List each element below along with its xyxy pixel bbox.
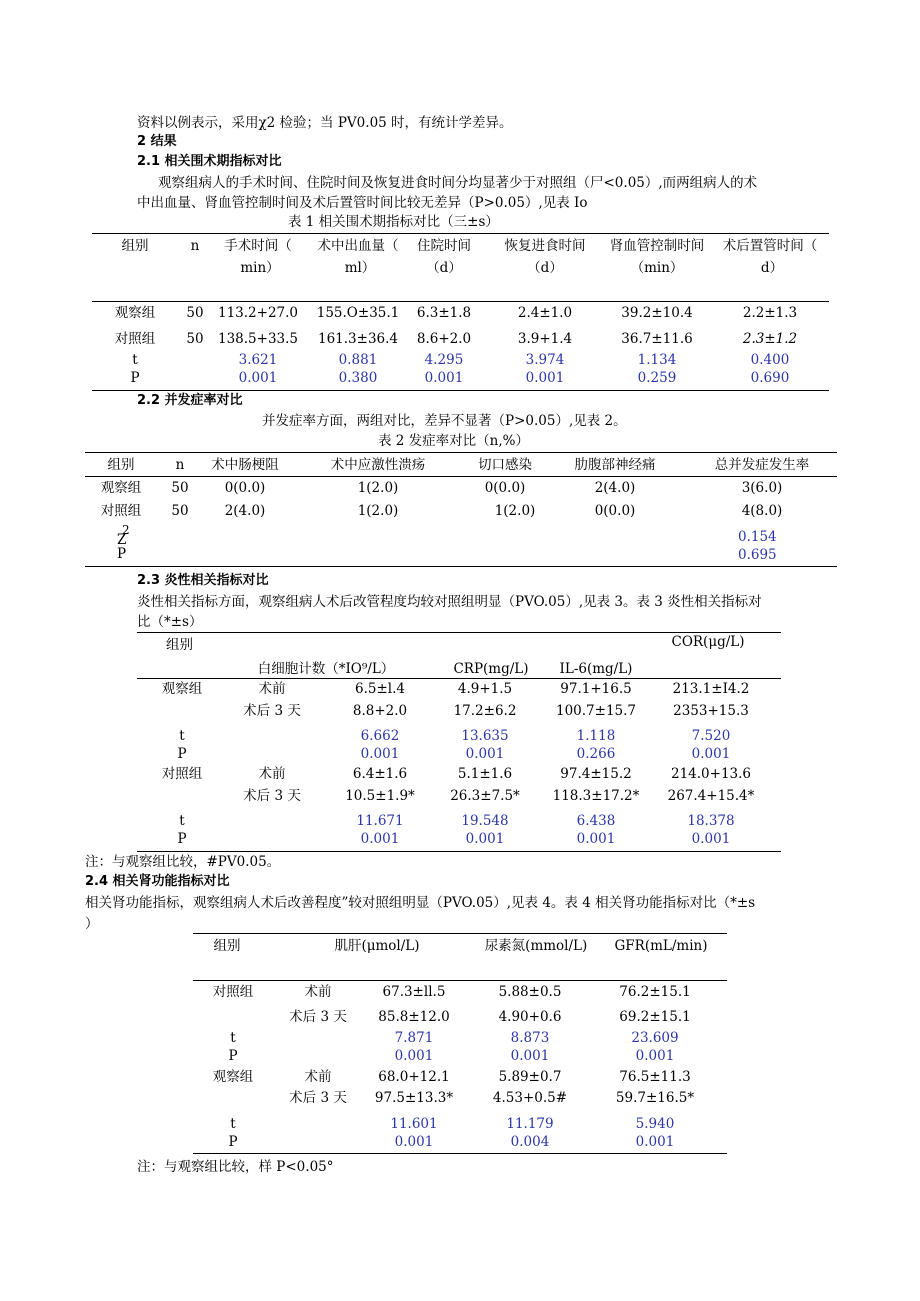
t2-cell: 3(6.0) [741, 480, 783, 496]
t1-stat-cell: t [132, 352, 138, 368]
t4-stat-cell: 5.940 [635, 1116, 675, 1132]
paragraph-2-3-line2: 比（*±s） [137, 614, 203, 630]
table2-p-value: 0.695 [738, 547, 777, 563]
paragraph-2-2: 并发症率方面，两组对比，差异不显著（P>0.05）,见表 2。 [262, 413, 627, 429]
t3-header: CRP(mg/L) [453, 661, 529, 677]
t4-cell: 术前 [304, 1069, 332, 1085]
t3-cell: 118.3±17.2* [552, 788, 640, 804]
table4-note: 注：与观察组比较，样 P<0.05° [137, 1159, 334, 1175]
t3-cell: 267.4+15.4* [667, 788, 755, 804]
table1-top-rule [92, 233, 829, 234]
t3-cell: 214.0+13.6 [670, 766, 752, 782]
t1-stat-cell: 0.690 [750, 370, 790, 386]
t2-cell: 1(2.0) [357, 503, 399, 519]
t2-cell: 2(4.0) [594, 480, 636, 496]
t4-cell: 76.5±11.3 [619, 1069, 691, 1085]
t3-cell: 26.3±7.5* [450, 788, 520, 804]
t3-cell: 6.5±l.4 [355, 681, 405, 697]
t3-cell: 对照组 [161, 766, 203, 782]
paragraph-2-4-line1: 相关肾功能指标，观察组病人术后改善程度”较对照组明显（PVO.05）,见表 4。表 4 相关肾功能指标对比（*±s [85, 895, 756, 911]
table4-header-rule [193, 980, 727, 981]
section-heading-2-3: 2.3 炎性相关指标对比 [137, 573, 269, 588]
t3-cell: 97.4±15.2 [560, 766, 632, 782]
t1-header-unit: min） [240, 260, 280, 276]
t3-cell: 术后 3 天 [243, 788, 301, 804]
t3-cell: 6.4±1.6 [352, 766, 408, 782]
t2-header: 肋腹部神经痛 [574, 457, 656, 473]
section-heading-2-2: 2.2 并发症率对比 [137, 393, 243, 408]
table2-p-label: P [117, 546, 127, 562]
table1-caption: 表 1 相关围术期指标对比（三±s） [288, 214, 499, 230]
t4-cell: 85.8±12.0 [378, 1009, 450, 1025]
t4-cell: 术后 3 天 [289, 1009, 347, 1025]
t4-header: GFR(mL/min) [614, 938, 708, 954]
t1-header: 组别 [121, 238, 149, 254]
t3-cell: 4.9+1.5 [457, 681, 513, 697]
t1-header: n [190, 238, 200, 254]
t1-header-unit: d） [760, 260, 784, 276]
t3-cell: 100.7±15.7 [555, 703, 637, 719]
t1-cell: 对照组 [114, 331, 156, 347]
t4-cell: 5.89±0.7 [498, 1069, 562, 1085]
t3-stat-cell: 0.001 [360, 746, 400, 762]
table2-chi-sup: 2 [122, 523, 130, 537]
t1-header: 恢复进食时间 [504, 238, 586, 254]
t2-cell: 观察组 [100, 480, 142, 496]
intro-text: 资料以例表示，采用χ2 检验；当 PV0.05 时，有统计学差异。 [137, 115, 513, 131]
paragraph-2-1-line1: 观察组病人的手术时间、住院时间及恢复进食时间分均显著少于对照组（尸<0.05）,而两组病人的术 [158, 175, 758, 191]
t3-stat-cell: 19.548 [461, 813, 509, 829]
t4-cell: 97.5±13.3* [374, 1090, 454, 1106]
t3-header: COR(μg/L) [671, 634, 745, 650]
t1-header-unit: （min） [630, 260, 684, 276]
t1-stat-cell: 0.001 [525, 370, 565, 386]
t4-stat-cell: 8.873 [510, 1030, 550, 1046]
t3-stat-cell: 0.001 [465, 831, 505, 847]
t3-stat-cell: 18.378 [687, 813, 735, 829]
t3-stat-cell: 7.520 [691, 728, 731, 744]
t4-cell: 4.53+0.5# [492, 1090, 568, 1106]
t3-stat-cell: 0.266 [576, 746, 616, 762]
t3-cell: 17.2±6.2 [453, 703, 517, 719]
table3-note: 注：与观察组比较，#PV0.05。 [85, 854, 281, 870]
t4-cell: 4.90+0.6 [498, 1009, 562, 1025]
t3-cell: 术前 [258, 766, 286, 782]
t3-stat-cell: P [177, 831, 187, 847]
t3-header: IL-6(mg/L) [559, 661, 633, 677]
t3-stat-cell: 6.662 [360, 728, 400, 744]
paragraph-2-1-line2: 中出血量、肾血管控制时间及术后置管时间比较无差异（P>0.05）,见表 Io [137, 195, 588, 211]
t2-cell: 4(8.0) [741, 503, 783, 519]
t3-cell: 97.1+16.5 [560, 681, 632, 697]
t4-stat-cell: 0.001 [510, 1048, 550, 1064]
t2-header: 切口感染 [478, 457, 532, 473]
t4-cell: 69.2±15.1 [619, 1009, 691, 1025]
t3-stat-cell: 1.118 [576, 728, 616, 744]
t4-stat-cell: 0.001 [394, 1048, 434, 1064]
t3-stat-cell: 6.438 [576, 813, 616, 829]
table3-bottom-rule [137, 851, 781, 852]
table2-chi-label: Z [117, 532, 127, 548]
table3-header-rule [137, 678, 781, 679]
t3-cell: 2353+15.3 [673, 703, 749, 719]
t4-stat-cell: 23.609 [631, 1030, 679, 1046]
t2-cell: 50 [171, 503, 189, 519]
t1-cell: 36.7±11.6 [621, 331, 693, 347]
t1-cell: 2.3±1.2 [742, 331, 798, 347]
t2-cell: 2(4.0) [224, 503, 266, 519]
t2-header: 术中肠梗阻 [211, 457, 279, 473]
t4-header: 尿素氮(mmol/L) [484, 938, 588, 954]
table1-bottom-rule [92, 390, 829, 391]
t3-stat-cell: 0.001 [360, 831, 400, 847]
t1-stat-cell: 3.621 [238, 352, 278, 368]
t1-header: 手术时间（ [224, 238, 292, 254]
t3-cell: 10.5±1.9* [345, 788, 415, 804]
t3-stat-cell: 11.671 [356, 813, 404, 829]
t1-cell: 观察组 [114, 305, 156, 321]
paragraph-2-3-line1: 炎性相关指标方面，观察组病人术后改管程度均较对照组明显（PVO.05）,见表 3。表 3 炎性相关指标对 [137, 594, 762, 610]
t4-stat-cell: 7.871 [394, 1030, 434, 1046]
table2-chi-value: 0.154 [738, 529, 777, 545]
section-heading-2-1: 2.1 相关围术期指标对比 [137, 154, 282, 169]
t4-stat-cell: t [230, 1030, 236, 1046]
t4-stat-cell: P [228, 1048, 238, 1064]
t4-cell: 术前 [304, 984, 332, 1000]
paragraph-2-4-line2: ） [85, 916, 99, 932]
t4-cell: 76.2±15.1 [619, 984, 691, 1000]
table1-header-rule [92, 301, 829, 302]
t4-header: 组别 [213, 938, 241, 954]
t1-stat-cell: 0.001 [238, 370, 278, 386]
t3-stat-cell: 13.635 [461, 728, 509, 744]
t3-header: 白细胞计数（*IO⁹/L） [257, 661, 395, 677]
table2-top-rule [85, 452, 837, 453]
t4-stat-cell: 0.001 [635, 1134, 675, 1150]
t2-cell: 1(2.0) [357, 480, 399, 496]
table2-header-rule [85, 476, 837, 477]
t2-header: n [175, 457, 185, 473]
t1-header-unit: （d） [527, 260, 563, 276]
t1-cell: 8.6+2.0 [416, 331, 472, 347]
t1-stat-cell: 4.295 [424, 352, 464, 368]
t1-cell: 161.3±36.4 [317, 331, 399, 347]
t1-stat-cell: 1.134 [637, 352, 677, 368]
table4-top-rule [193, 933, 727, 934]
t1-cell: 39.2±10.4 [621, 305, 693, 321]
t1-stat-cell: 0.380 [338, 370, 378, 386]
t1-stat-cell: P [130, 370, 140, 386]
t2-header: 术中应激性溃疡 [330, 457, 426, 473]
table4-bottom-rule [193, 1153, 727, 1154]
t1-stat-cell: 3.974 [525, 352, 565, 368]
t3-stat-cell: t [179, 813, 185, 829]
t1-stat-cell: 0.259 [637, 370, 677, 386]
t1-header: 术中出血量（ [317, 238, 399, 254]
t4-stat-cell: t [230, 1116, 236, 1132]
t3-stat-cell: t [179, 728, 185, 744]
t4-stat-cell: 0.004 [510, 1134, 550, 1150]
t3-cell: 8.8+2.0 [352, 703, 408, 719]
t1-header: 住院时间 [417, 238, 471, 254]
t4-header: 肌肝(μmol/L) [334, 938, 420, 954]
t3-cell: 213.1±I4.2 [672, 681, 750, 697]
t3-cell: 观察组 [161, 681, 203, 697]
t1-cell: 155.O±35.1 [316, 305, 400, 321]
t4-cell: 观察组 [212, 1069, 254, 1085]
t1-stat-cell: 0.400 [750, 352, 790, 368]
t1-header: 肾血管控制时间 [609, 238, 705, 254]
t1-cell: 3.9+1.4 [517, 331, 573, 347]
t3-stat-cell: 0.001 [465, 746, 505, 762]
t1-stat-cell: 0.881 [338, 352, 378, 368]
t3-stat-cell: 0.001 [691, 746, 731, 762]
t1-cell: 6.3±1.8 [416, 305, 472, 321]
t2-cell: 0(0.0) [224, 480, 266, 496]
t4-cell: 67.3±ll.5 [382, 984, 446, 1000]
t3-cell: 术前 [258, 681, 286, 697]
t2-cell: 1(2.0) [494, 503, 536, 519]
t4-cell: 对照组 [212, 984, 254, 1000]
t1-cell: 50 [186, 331, 204, 347]
t1-cell: 50 [186, 305, 204, 321]
table2-caption: 表 2 发症率对比（n,%） [378, 433, 529, 449]
t4-stat-cell: 11.601 [390, 1116, 438, 1132]
t2-cell: 50 [171, 480, 189, 496]
t2-cell: 0(0.0) [484, 480, 526, 496]
t4-cell: 68.0+12.1 [378, 1069, 450, 1085]
table3-group-header: 组别 [166, 637, 193, 653]
t4-stat-cell: 0.001 [394, 1134, 434, 1150]
t2-cell: 对照组 [100, 503, 142, 519]
table2-bottom-rule [85, 566, 837, 567]
t4-stat-cell: P [228, 1134, 238, 1150]
t1-header-unit: ml） [344, 260, 376, 276]
t1-cell: 2.4±1.0 [517, 305, 573, 321]
t1-cell: 138.5+33.5 [217, 331, 299, 347]
t3-stat-cell: P [177, 746, 187, 762]
t4-cell: 59.7±16.5* [615, 1090, 695, 1106]
t4-stat-cell: 11.179 [506, 1116, 554, 1132]
t2-cell: 0(0.0) [594, 503, 636, 519]
t2-header: 总并发症发生率 [714, 457, 810, 473]
t4-stat-cell: 0.001 [635, 1048, 675, 1064]
t4-cell: 5.88±0.5 [498, 984, 562, 1000]
t1-cell: 2.2±1.3 [742, 305, 798, 321]
t3-cell: 术后 3 天 [243, 703, 301, 719]
t3-stat-cell: 0.001 [691, 831, 731, 847]
section-heading-results: 2 结果 [137, 134, 177, 149]
t1-cell: 113.2+27.0 [217, 305, 299, 321]
t4-cell: 术后 3 天 [289, 1090, 347, 1106]
t1-header-unit: （d） [426, 260, 462, 276]
t3-cell: 5.1±1.6 [457, 766, 513, 782]
t2-header: 组别 [107, 457, 135, 473]
t1-header: 术后置管时间（ [722, 238, 818, 254]
t1-stat-cell: 0.001 [424, 370, 464, 386]
section-heading-2-4: 2.4 相关肾功能指标对比 [85, 874, 230, 889]
t3-stat-cell: 0.001 [576, 831, 616, 847]
